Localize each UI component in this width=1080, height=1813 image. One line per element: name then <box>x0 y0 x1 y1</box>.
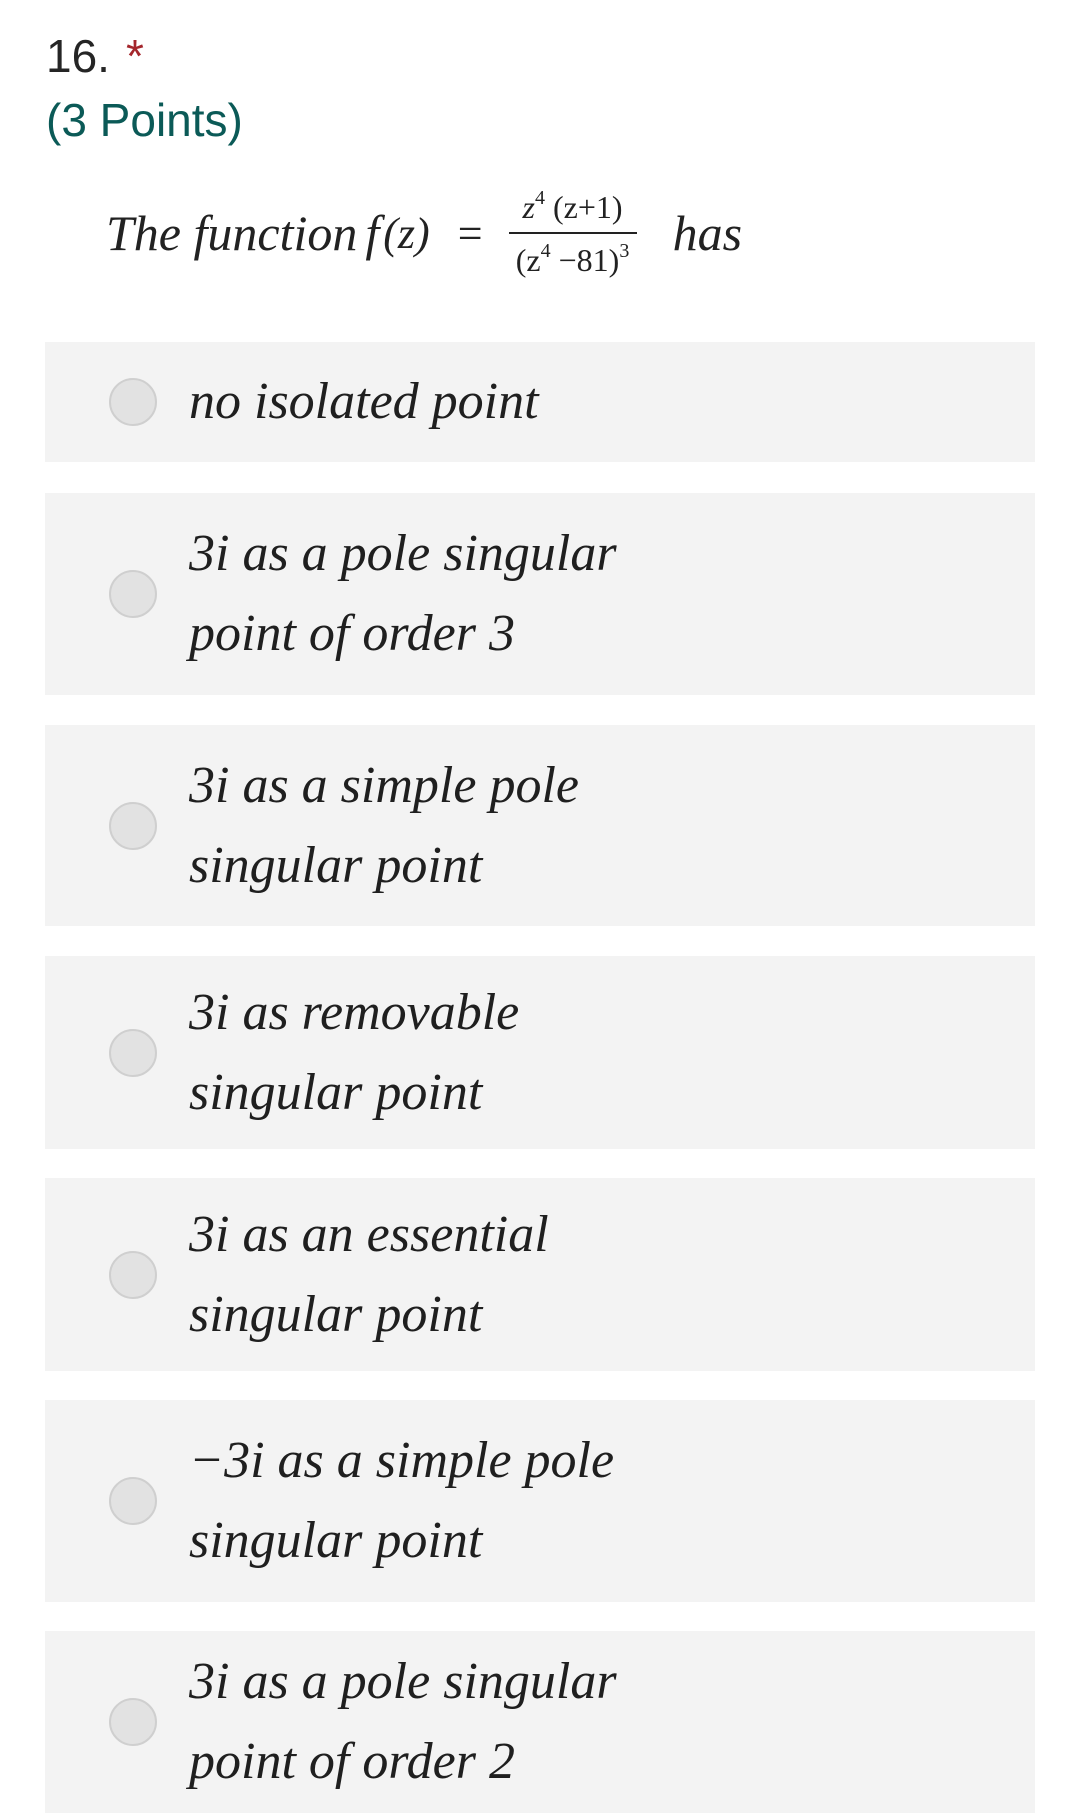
radio-button[interactable] <box>109 1029 157 1077</box>
option-label: 3i as an essential singular point <box>189 1205 549 1343</box>
option-2[interactable] <box>45 493 1035 695</box>
radio-button[interactable] <box>109 802 157 850</box>
prompt-text-before: The function <box>106 205 358 261</box>
option-label: no isolated point <box>189 373 539 430</box>
option-7[interactable] <box>45 1631 1035 1813</box>
radio-button[interactable] <box>109 570 157 618</box>
fraction-numerator: $z^4$ (z+1) <box>509 187 637 234</box>
prompt-function-name: f <box>365 205 380 261</box>
option-label: 3i as a pole singular point of order 2 <box>189 1653 617 1790</box>
prompt-fraction <box>509 187 637 279</box>
option-1[interactable] <box>45 342 1035 462</box>
radio-button[interactable] <box>109 1251 157 1299</box>
prompt-argument: (z) <box>383 208 430 258</box>
fraction-denominator: $(z^4 -81)^3$ <box>515 240 630 278</box>
question-header <box>46 26 243 150</box>
required-marker: * <box>125 30 144 82</box>
option-5[interactable] <box>45 1178 1035 1371</box>
prompt-text-after: has <box>672 205 743 261</box>
option-label: 3i as a pole singular point of order 3 <box>189 525 617 662</box>
radio-button[interactable] <box>109 378 157 426</box>
question-points: (3 Points) <box>46 94 243 146</box>
prompt-equals: = <box>457 208 483 258</box>
option-3[interactable] <box>45 725 1035 926</box>
option-4[interactable] <box>45 956 1035 1149</box>
option-6[interactable] <box>45 1400 1035 1602</box>
radio-button[interactable] <box>109 1698 157 1746</box>
option-label: 3i as removable singular point <box>189 983 520 1121</box>
question-number-line <box>46 26 243 86</box>
question-number: 16. <box>46 30 110 82</box>
radio-button[interactable] <box>109 1477 157 1525</box>
option-label: 3i as a simple pole singular point <box>189 756 579 894</box>
option-label: −3i as a simple pole singular point <box>189 1432 615 1569</box>
question-prompt <box>106 178 742 288</box>
